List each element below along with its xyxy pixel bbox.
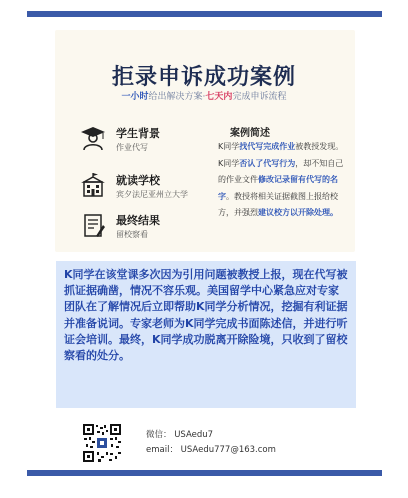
info-label: 最终结果: [116, 214, 160, 227]
page-subtitle: 一小时给出解决方案·七天内完成申诉流程: [121, 92, 287, 102]
case-summary-body: K同学找代写完成作业被教授发现。K同学否认了代写行为，却不知自己的作业文件修改记录留有代写的名字。教授将相关证据截图上报给校方，并强烈建议校方以开除处理。: [218, 142, 344, 217]
qr-code: [82, 423, 122, 463]
case-story: K同学在该堂课多次因为引用问题被教授上报，现在代写被抓证据确凿，情况不容乐观。美国留学中心紧急应对专家团队在了解情况后立即帮助K同学分析情况，挖掘有利证据并准备说词。专家老师为K同学完成书面陈述信，并进行听证会培训。最终，K同学成功脱离开除险境，只收到了留校察看的处分。: [56, 261, 356, 408]
top-bar: [27, 11, 382, 17]
info-value: 作业代写: [116, 143, 148, 152]
certificate-icon: [80, 212, 106, 238]
bottom-bar: [27, 470, 382, 476]
info-label: 学生背景: [116, 127, 160, 140]
info-value: 留校察看: [116, 230, 148, 239]
page-title: 拒录申诉成功案例: [111, 65, 296, 90]
info-label: 就读学校: [116, 174, 160, 187]
graduate-icon: [80, 125, 106, 151]
email-contact: email： USAedu777@163.com: [146, 445, 276, 455]
case-summary-title: 案例简述: [230, 128, 270, 139]
wechat-contact: 微信： USAedu7: [146, 430, 214, 440]
school-building-icon: [80, 172, 106, 198]
info-value: 宾夕法尼亚州立大学: [116, 190, 188, 199]
